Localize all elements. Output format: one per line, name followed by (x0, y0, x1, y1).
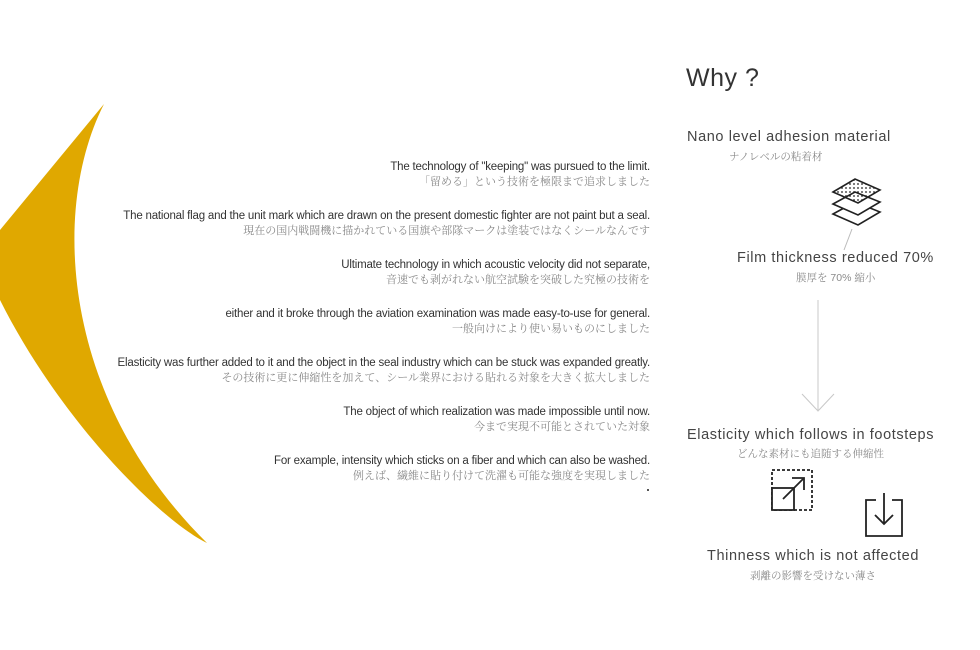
description-en: Ultimate technology in which acoustic velocity did not separate, (341, 259, 650, 271)
description-en: The object of which realization was made impossible until now. (343, 406, 650, 418)
description-item (100, 209, 650, 239)
description-en: either and it broke through the aviation examination was made easy-to-use for general. (225, 308, 650, 320)
feature-description-list (100, 160, 650, 503)
connector-line (830, 228, 860, 252)
section-title: Why ? (686, 64, 760, 92)
feature-film-subtitle: 膜厚を 70% 縮小 (796, 272, 876, 284)
feature-film-title: Film thickness reduced 70% (737, 250, 934, 266)
description-en: The technology of "keeping" was pursued to the limit. (390, 161, 650, 173)
description-jp: 例えば、繊維に貼り付けて洗濯も可能な強度を実現しました (353, 470, 650, 482)
feature-thinness-subtitle: 剥離の影響を受けない薄さ (750, 570, 876, 582)
description-jp: 「留める」という技術を極限まで追求しました (419, 176, 650, 188)
description-en: The national flag and the unit mark which are drawn on the present domestic fighter are not paint but a seal. (123, 210, 650, 222)
feature-elasticity-title: Elasticity which follows in footsteps (687, 427, 935, 443)
description-item (100, 258, 650, 288)
description-en: For example, intensity which sticks on a fiber and which can also be washed. (274, 455, 650, 467)
description-jp: 音速でも剥がれない航空試験を突破した究極の技術を (386, 274, 650, 286)
down-arrow-icon (798, 298, 838, 416)
download-tray-icon (864, 492, 904, 538)
feature-thinness-title: Thinness which is not affected (707, 548, 919, 564)
feature-nano-subtitle: ナノレベルの粘着材 (729, 151, 823, 163)
end-mark (647, 489, 649, 491)
feature-nano-title: Nano level adhesion material (687, 129, 891, 145)
description-item (100, 356, 650, 386)
description-item (100, 307, 650, 337)
description-jp: 一般向けにより使い易いものにしました (452, 323, 650, 335)
layers-icon (828, 174, 888, 230)
description-jp: 現在の国内戦闘機に描かれている国旗や部隊マークは塗装ではなくシールなんです (243, 225, 650, 237)
description-en: Elasticity was further added to it and the object in the seal industry which can be stuck was expanded greatly. (117, 357, 650, 369)
description-item (100, 160, 650, 190)
description-item (100, 454, 650, 484)
description-item (100, 405, 650, 435)
description-jp: その技術に更に伸縮性を加えて、シール業界における貼れる対象を大きく拡大しました (221, 372, 650, 384)
description-jp: 今まで実現不可能とされていた対象 (474, 421, 650, 433)
feature-elasticity-subtitle: どんな素材にも追随する伸縮性 (737, 448, 884, 460)
expand-icon (770, 468, 814, 512)
